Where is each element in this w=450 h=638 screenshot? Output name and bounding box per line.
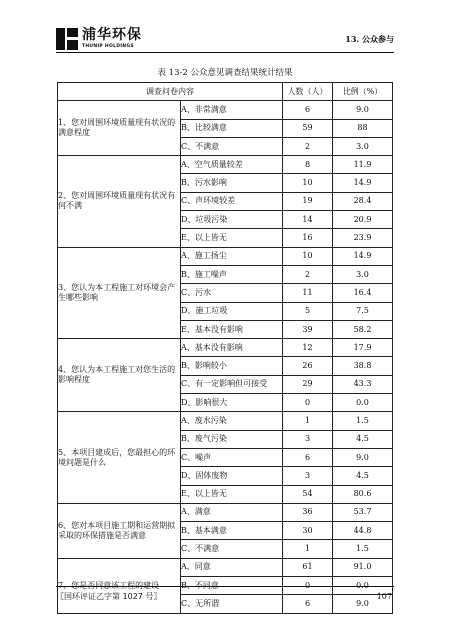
option-cell: A、空气质量较差 [181,156,283,174]
option-cell: D、施工垃圾 [181,302,283,320]
company-logo [56,28,142,50]
table-row [58,558,393,576]
percent-cell: 1.5 [333,412,393,430]
question-cell: 5、本项目建成后，您最担心的环境问题是什么 [58,412,181,503]
option-cell: C、无所谓 [181,595,283,613]
table-row [58,101,393,119]
percent-cell: 91.0 [333,558,393,576]
option-cell: B、不同意 [181,577,283,595]
percent-cell: 4.5 [333,430,393,448]
option-cell: B、基本满意 [181,522,283,540]
option-cell: D、影响很大 [181,394,283,412]
count-cell: 3 [283,430,333,448]
count-cell: 6 [283,595,333,613]
option-cell: C、有一定影响但可接受 [181,375,283,393]
page-header [56,26,394,52]
count-cell: 2 [283,265,333,283]
survey-results-table [57,82,393,614]
column-header-count: 人数（人） [283,83,333,101]
option-cell: A、非常满意 [181,101,283,119]
option-cell: A、同意 [181,558,283,576]
option-cell: E、以上皆无 [181,229,283,247]
count-cell: 12 [283,339,333,357]
table-row [58,503,393,521]
percent-cell: 44.8 [333,522,393,540]
percent-cell: 0.0 [333,577,393,595]
percent-cell: 23.9 [333,229,393,247]
percent-cell: 1.5 [333,540,393,558]
count-cell: 0 [283,394,333,412]
option-cell: E、基本没有影响 [181,320,283,338]
percent-cell: 20.9 [333,211,393,229]
section-title: 13. 公众参与 [345,34,394,44]
count-cell: 10 [283,247,333,265]
option-cell: B、施工噪声 [181,265,283,283]
count-cell: 14 [283,211,333,229]
column-header-content: 调查问卷内容 [58,83,283,101]
count-cell: 61 [283,558,333,576]
certificate-number: 〖国环评证乙字第 1027 号〗 [56,592,162,601]
question-cell: 1、您对周围环境质量现有状况的满意程度 [58,101,181,156]
count-cell: 0 [283,577,333,595]
header-rule [56,52,394,53]
count-cell: 5 [283,302,333,320]
table-header-row [58,83,393,101]
percent-cell: 14.9 [333,174,393,192]
count-cell: 19 [283,192,333,210]
percent-cell: 7.5 [333,302,393,320]
question-cell: 7、您是否同意该工程的建设 [58,558,181,613]
option-cell: C、不满意 [181,540,283,558]
option-cell: A、基本没有影响 [181,339,283,357]
option-cell: B、影响较小 [181,357,283,375]
option-cell: A、满意 [181,503,283,521]
percent-cell: 14.9 [333,247,393,265]
question-cell: 2、您对周围环境质量现有状况有何不满 [58,156,181,247]
count-cell: 30 [283,522,333,540]
table-caption: 表 13-2 公众意见调查结果统计结果 [157,68,293,78]
option-cell: C、不满意 [181,137,283,155]
question-cell: 3、您认为本工程施工对环境会产生哪些影响 [58,247,181,338]
column-header-percent: 比例（%） [333,83,393,101]
count-cell: 1 [283,412,333,430]
page-number: 107 [376,592,392,601]
count-cell: 54 [283,485,333,503]
percent-cell: 38.8 [333,357,393,375]
option-cell: B、比较满意 [181,119,283,137]
count-cell: 8 [283,156,333,174]
percent-cell: 4.5 [333,467,393,485]
footer-rule [56,586,394,587]
option-cell: D、固体废物 [181,467,283,485]
percent-cell: 80.6 [333,485,393,503]
percent-cell: 9.0 [333,101,393,119]
count-cell: 6 [283,448,333,466]
count-cell: 11 [283,284,333,302]
table-row [58,412,393,430]
percent-cell: 11.9 [333,156,393,174]
option-cell: C、污水 [181,284,283,302]
count-cell: 36 [283,503,333,521]
option-cell: B、废气污染 [181,430,283,448]
count-cell: 2 [283,137,333,155]
percent-cell: 58.2 [333,320,393,338]
logo-name-cn: 浦华环保 [82,27,142,43]
percent-cell: 0.0 [333,394,393,412]
count-cell: 39 [283,320,333,338]
percent-cell: 53.7 [333,503,393,521]
count-cell: 26 [283,357,333,375]
option-cell: E、以上皆无 [181,485,283,503]
option-cell: D、垃圾污染 [181,211,283,229]
logo-name-en: THUNIP HOLDINGS [82,44,134,49]
percent-cell: 9.0 [333,448,393,466]
percent-cell: 9.0 [333,595,393,613]
count-cell: 29 [283,375,333,393]
percent-cell: 17.9 [333,339,393,357]
count-cell: 6 [283,101,333,119]
question-cell: 6、您对本项目施工期和运营期拟采取的环保措施是否满意 [58,503,181,558]
table-row [58,339,393,357]
percent-cell: 43.3 [333,375,393,393]
percent-cell: 3.0 [333,265,393,283]
percent-cell: 16.4 [333,284,393,302]
question-cell: 4、您认为本工程施工对您生活的影响程度 [58,339,181,412]
table-row [58,156,393,174]
count-cell: 1 [283,540,333,558]
count-cell: 10 [283,174,333,192]
option-cell: A、施工扬尘 [181,247,283,265]
percent-cell: 88 [333,119,393,137]
count-cell: 59 [283,119,333,137]
option-cell: C、噪声 [181,448,283,466]
percent-cell: 3.0 [333,137,393,155]
option-cell: A、废水污染 [181,412,283,430]
option-cell: C、声环境较差 [181,192,283,210]
table-row [58,247,393,265]
count-cell: 3 [283,467,333,485]
logo-mark-icon [56,28,78,50]
percent-cell: 28.4 [333,192,393,210]
option-cell: B、污水影响 [181,174,283,192]
count-cell: 16 [283,229,333,247]
